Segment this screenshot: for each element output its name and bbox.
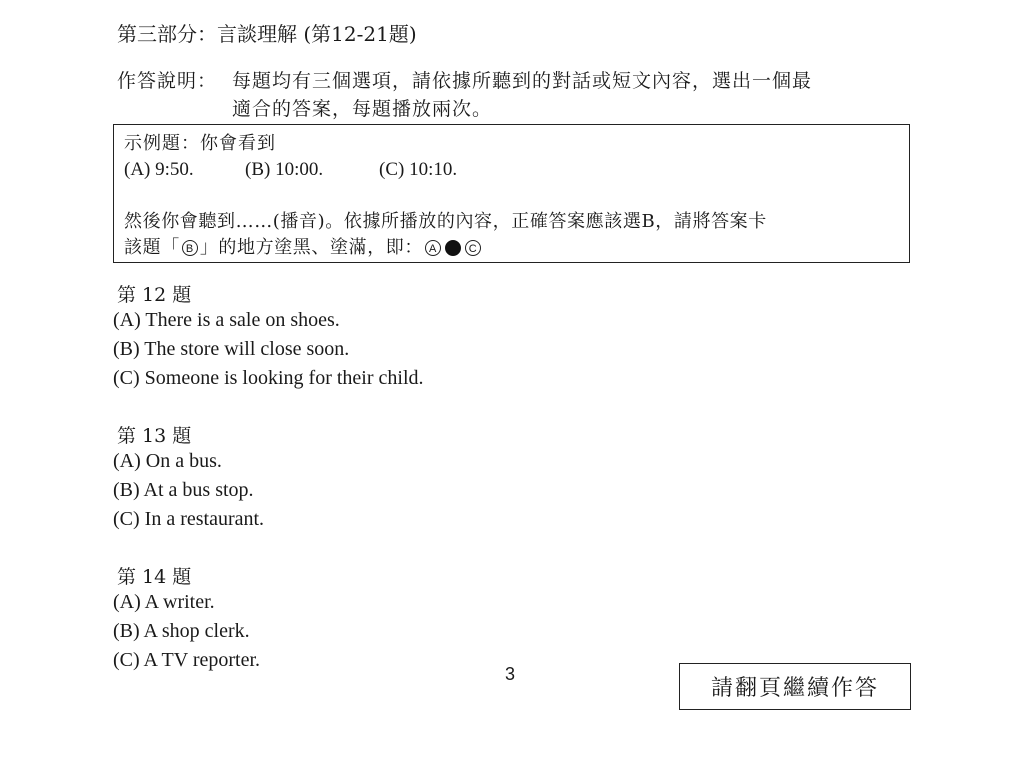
page-number: 3 [505,664,516,684]
answer-bubble-c: C [465,240,481,256]
answer-bubble-b: B [182,240,198,256]
answer-bubble-filled [445,240,461,256]
example-explanation-line-2 [124,233,483,259]
instructions-line-2: 適合的答案，每題播放兩次。 [232,98,493,120]
question-13-label: 第 13 題 [117,425,192,447]
example-option-a: (A) 9:50. [124,159,194,180]
section-title: 第三部分：言談理解 (第12-21題) [117,22,417,46]
answer-bubble-a: A [425,240,441,256]
example-line2-suffix: 」的地方塗黑、塗滿，即： [199,237,424,258]
question-13-option-a: (A) On a bus. [113,450,222,472]
question-13-option-b: (B) At a bus stop. [113,479,254,501]
question-14-option-b: (B) A shop clerk. [113,620,250,642]
question-12-label: 第 12 題 [117,284,192,306]
turn-page-text: 請翻頁繼續作答 [710,676,879,701]
question-14-option-c: (C) A TV reporter. [113,649,261,671]
example-title: 示例題：你會看到 [124,133,276,154]
example-option-b: (B) 10:00. [245,159,324,180]
turn-page-notice [679,663,911,710]
example-line2-prefix: 該題「 [124,237,180,258]
question-12-option-a: (A) There is a sale on shoes. [113,309,340,331]
instructions-label: 作答說明： [117,70,218,92]
question-14-option-a: (A) A writer. [113,591,215,613]
instructions-line-1: 每題均有三個選項，請依據所聽到的對話或短文內容，選出一個最 [232,70,813,92]
example-box [113,124,910,263]
example-explanation-line-1: 然後你會聽到……(播音)。依據所播放的內容，正確答案應該選B，請將答案卡 [124,211,767,232]
question-12-option-c: (C) Someone is looking for their child. [113,367,424,389]
question-13-option-c: (C) In a restaurant. [113,508,265,530]
example-option-c: (C) 10:10. [379,159,458,180]
question-12-option-b: (B) The store will close soon. [113,338,350,360]
question-14-label: 第 14 題 [117,566,192,588]
